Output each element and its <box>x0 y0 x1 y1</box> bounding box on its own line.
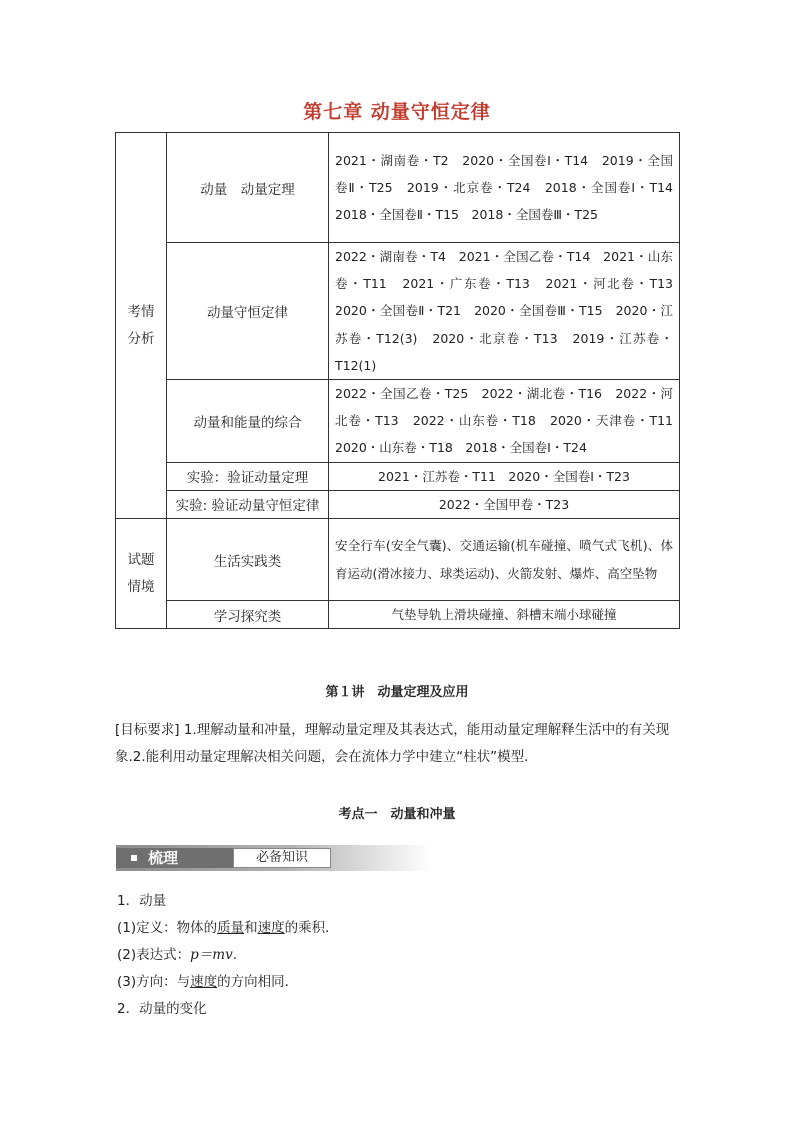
refs-cell: 2021・湖南卷・T2 2020・全国卷Ⅰ・T14 2019・全国卷Ⅱ・T25 2019・北京卷・T24 2018・全国卷Ⅰ・T14 2018・全国卷Ⅱ・T15 2018・全国卷Ⅲ・T25 <box>329 133 680 243</box>
topic-cell: 生活实践类 <box>167 519 329 601</box>
refs-cell: 2021・江苏卷・T11 2020・全国卷Ⅰ・T23 <box>329 462 680 490</box>
banner-dark-label: 梳理 <box>116 848 233 868</box>
square-bullet-icon <box>131 855 137 861</box>
section-banner <box>116 845 432 871</box>
refs-cell: 2022・全国乙卷・T25 2022・湖北卷・T16 2022・河北卷・T13 2022・山东卷・T18 2020・天津卷・T11 2020・山东卷・T18 2018・全国卷Ⅰ・T24 <box>329 380 680 463</box>
refs-cell: 气垫导轨上滑块碰撞、斜槽末端小球碰撞 <box>329 601 680 629</box>
direction-line: (3)方向：与速度的方向相同． <box>117 974 299 990</box>
refs-cell: 安全行车(安全气囊)、交通运输(机车碰撞、喷气式飞机)、体育运动(滑冰接力、球类运动)、火箭发射、爆炸、高空坠物 <box>329 519 680 601</box>
category-exam-analysis: 考情 分析 <box>116 133 167 519</box>
goal-label: [目标要求] <box>115 722 180 738</box>
category-test-context: 试题 情境 <box>116 519 167 629</box>
topic-cell: 实验: 验证动量守恒定律 <box>167 490 329 518</box>
topic-cell: 动量 动量定理 <box>167 133 329 243</box>
definition-line: (1)定义：物体的质量和速度的乘积． <box>117 920 339 936</box>
expression-line: (2)表达式：p＝mv. <box>117 947 237 963</box>
list-item: 2．动量的变化 <box>117 1001 207 1017</box>
chapter-title: 第七章 动量守恒定律 <box>303 101 491 123</box>
list-item: 1．动量 <box>117 893 167 909</box>
topic-cell: 动量和能量的综合 <box>167 380 329 463</box>
lecture-title: 第１讲 动量定理及应用 <box>325 685 469 700</box>
goal-text: 1.理解动量和冲量，理解动量定理及其表达式，能用动量定理解释生活中的有关现象.2.能利用动量定理解决相关问题，会在流体力学中建立“柱状”模型. <box>115 722 670 765</box>
topic-cell: 动量守恒定律 <box>167 243 329 380</box>
topic-cell: 学习探究类 <box>167 601 329 629</box>
banner-light-label: 必备知识 <box>233 848 331 868</box>
exam-analysis-table <box>115 132 686 629</box>
refs-cell: 2022・湖南卷・T4 2021・全国乙卷・T14 2021・山东卷・T11 2021・广东卷・T13 2021・河北卷・T13 2020・全国卷Ⅱ・T21 2020・全国卷Ⅲ・T15 2020・江苏卷・T12(3) 2020・北京卷・T13 2019・江苏卷・T12(1) <box>329 243 680 380</box>
knowledge-content <box>117 888 677 1023</box>
exam-point-title: 考点一 动量和冲量 <box>338 807 456 822</box>
formula: p＝mv <box>190 947 233 963</box>
refs-cell: 2022・全国甲卷・T23 <box>329 490 680 518</box>
learning-goals <box>115 717 681 771</box>
topic-cell: 实验：验证动量定理 <box>167 462 329 490</box>
